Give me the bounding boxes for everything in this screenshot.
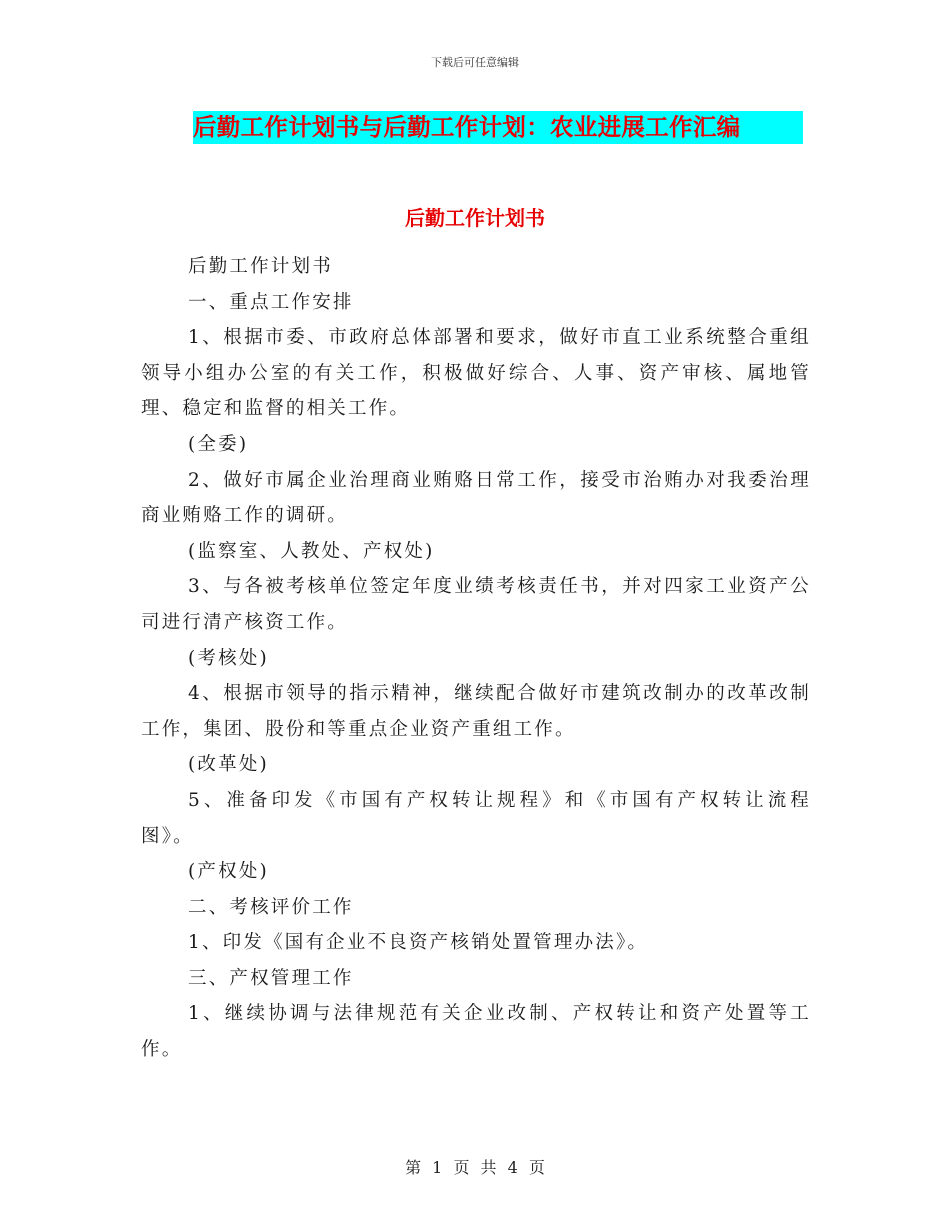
main-title: 后勤工作计划书与后勤工作计划：农业进展工作汇编	[193, 111, 803, 144]
paragraph: (考核处)	[188, 647, 269, 669]
document-body	[141, 249, 811, 1068]
paragraph: 2、做好市属企业治理商业贿赂日常工作，接受市治贿办对我委治理商业贿赂工作的调研。	[141, 469, 811, 527]
paragraph: (改革处)	[188, 754, 269, 776]
paragraph: (产权处)	[188, 861, 269, 883]
paragraph: 后勤工作计划书	[188, 256, 333, 277]
section-title: 后勤工作计划书	[405, 206, 545, 230]
paragraph: 二、考核评价工作	[188, 896, 354, 918]
paragraph: 1、继续协调与法律规范有关企业改制、产权转让和资产处置等工作。	[141, 1003, 811, 1061]
paragraph: 1、印发《国有企业不良资产核销处置管理办法》。	[188, 932, 649, 954]
paragraph: 一、重点工作安排	[188, 291, 354, 313]
page-footer: 第 1 页 共 4 页	[405, 1158, 545, 1177]
header-note: 下载后可任意编辑	[431, 56, 519, 69]
paragraph: (全委)	[188, 433, 249, 455]
paragraph: (监察室、人教处、产权处)	[188, 540, 435, 562]
paragraph: 1、根据市委、市政府总体部署和要求，做好市直工业系统整合重组领导小组办公室的有关工作，积极做好综合、人事、资产审核、属地管理、稳定和监督的相关工作。	[141, 327, 811, 420]
paragraph: 5、准备印发《市国有产权转让规程》和《市国有产权转让流程图》。	[141, 789, 811, 847]
paragraph: 4、根据市领导的指示精神，继续配合做好市建筑改制办的改革改制工作，集团、股份和等重点企业资产重组工作。	[141, 683, 811, 740]
paragraph: 三、产权管理工作	[188, 967, 354, 989]
paragraph: 3、与各被考核单位签定年度业绩考核责任书，并对四家工业资产公司进行清产核资工作。	[141, 576, 811, 633]
